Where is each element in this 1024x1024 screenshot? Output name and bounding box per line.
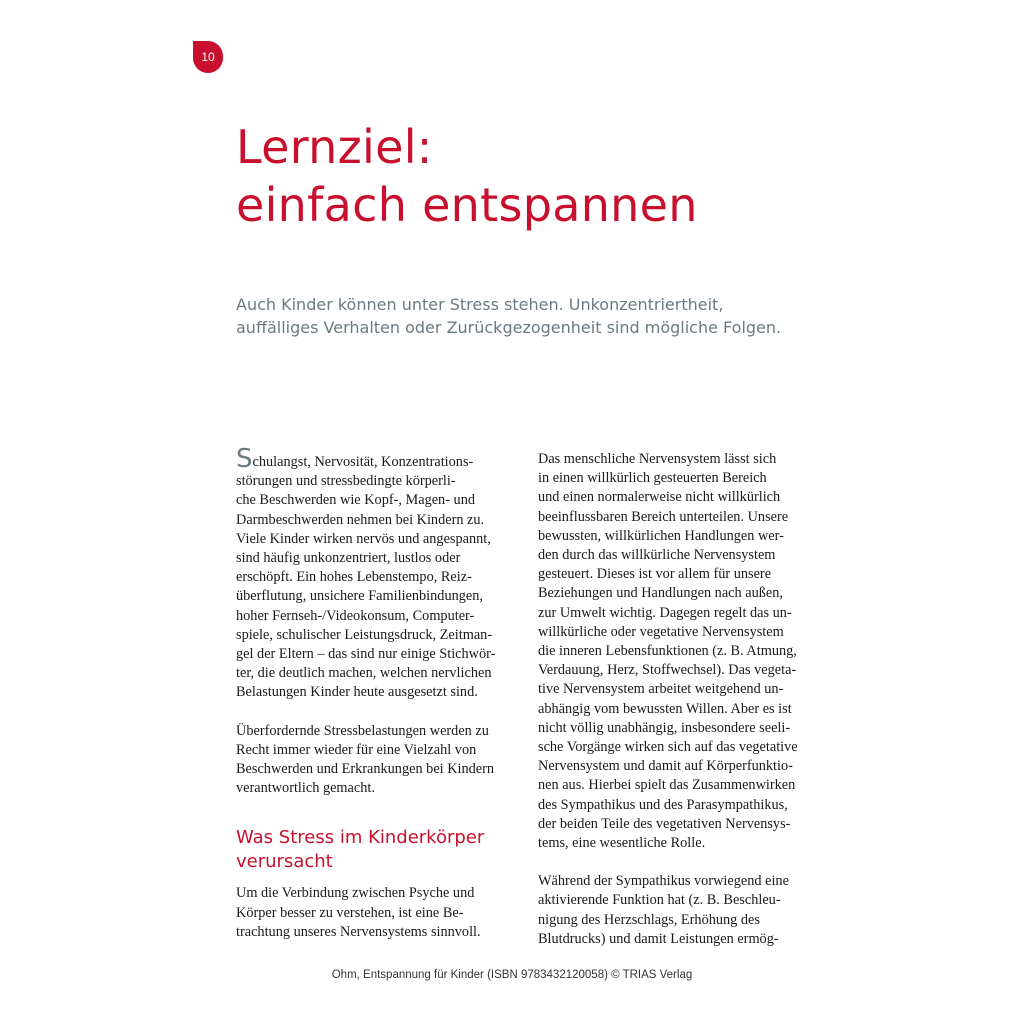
text-line: sind häufig unkonzentriert, lustlos oder bbox=[236, 550, 461, 567]
text-line: beeinflussbaren Bereich unterteilen. Unsere bbox=[538, 508, 789, 525]
text-line: aktivierende Funktion hat (z. B. Beschleu- bbox=[538, 892, 781, 909]
left-paragraph-2 bbox=[236, 722, 516, 799]
title-line-1: Lernziel: bbox=[236, 120, 433, 174]
title-line-2: einfach entspannen bbox=[236, 178, 698, 232]
text-line: nigung des Herzschlags, Erhöhung des bbox=[538, 911, 760, 928]
text-line: und einen normalerweise nicht willkürlich bbox=[538, 489, 781, 506]
page-number-badge bbox=[193, 41, 223, 73]
section-heading-line-2: verursacht bbox=[236, 851, 333, 873]
text-line: Viele Kinder wirken nervös und angespannt, bbox=[236, 530, 491, 547]
text-line: Beschwerden und Erkrankungen bei Kindern bbox=[236, 761, 495, 778]
text-line: erschöpft. Ein hohes Lebenstempo, Reiz- bbox=[236, 569, 472, 586]
text-line: Verdauung, Herz, Stoffwechsel). Das vegeta- bbox=[538, 662, 797, 679]
text-line: tems, eine wesentliche Rolle. bbox=[538, 835, 706, 852]
text-line: Beziehungen und Handlungen nach außen, bbox=[538, 585, 783, 602]
text-line: Darmbeschwerden nehmen bei Kindern zu. bbox=[236, 511, 485, 528]
intro-line-2: auffälliges Verhalten oder Zurückgezogenheit sind mögliche Folgen. bbox=[236, 318, 782, 337]
right-paragraph-1 bbox=[538, 450, 818, 853]
text-line: gesteuert. Dieses ist vor allem für unsere bbox=[538, 566, 772, 583]
right-paragraph-2 bbox=[538, 872, 818, 949]
text-line: gel der Eltern – das sind nur einige Stichwör- bbox=[236, 646, 496, 663]
text-line: Überfordernde Stressbelastungen werden zu bbox=[236, 722, 489, 739]
left-paragraph-3 bbox=[236, 884, 516, 942]
drop-cap: S bbox=[236, 444, 253, 474]
copyright-footer: Ohm, Entspannung für Kinder (ISBN 9783432120058) © TRIAS Verlag bbox=[331, 969, 693, 981]
text-line: überflutung, unsichere Familienbindungen, bbox=[236, 588, 483, 605]
text-line: Belastungen Kinder heute ausgesetzt sind. bbox=[236, 684, 478, 701]
text-line: die inneren Lebensfunktionen (z. B. Atmung, bbox=[538, 643, 797, 660]
text-line: tive Nervensystem arbeitet weitgehend un- bbox=[538, 681, 784, 698]
text-line: Recht immer wieder für eine Vielzahl von bbox=[236, 741, 477, 758]
text-line: Das menschliche Nervensystem lässt sich bbox=[538, 451, 777, 467]
text-line: Körper besser zu verstehen, ist eine Be- bbox=[236, 904, 464, 921]
text-line-content: chulangst, Nervosität, Konzentrations- bbox=[252, 454, 474, 470]
text-line: nicht völlig unabhängig, insbesondere seeli- bbox=[538, 719, 791, 736]
text-line: ter, die deutlich machen, welchen nervlichen bbox=[236, 665, 492, 682]
text-line: des Sympathikus und des Parasympathikus, bbox=[538, 796, 788, 813]
text-line: den durch das willkürliche Nervensystem bbox=[538, 547, 776, 564]
text-line: sche Vorgänge wirken sich auf das vegetative bbox=[538, 739, 798, 756]
section-heading bbox=[236, 826, 516, 874]
text-line: bewussten, willkürlichen Handlungen wer- bbox=[538, 527, 784, 544]
text-line: che Beschwerden wie Kopf-, Magen- und bbox=[236, 492, 475, 509]
text-line: Während der Sympathikus vorwiegend eine bbox=[538, 873, 789, 890]
text-line: Nervensystem und damit auf Körperfunktio- bbox=[538, 758, 793, 775]
text-line: nen aus. Hierbei spielt das Zusammenwirken bbox=[538, 777, 796, 794]
section-heading-line-1: Was Stress im Kinderkörper bbox=[236, 827, 485, 849]
text-line: trachtung unseres Nervensystems sinnvoll. bbox=[236, 923, 481, 940]
intro-text bbox=[236, 293, 796, 339]
text-line: der beiden Teile des vegetativen Nervensys- bbox=[538, 815, 791, 832]
left-paragraph-1 bbox=[236, 444, 516, 703]
text-line: störungen und stressbedingte körperli- bbox=[236, 473, 456, 490]
text-line: zur Umwelt wichtig. Dagegen regelt das un- bbox=[538, 604, 792, 621]
intro-line-1: Auch Kinder können unter Stress stehen. Unkonzentriertheit, bbox=[236, 295, 724, 314]
text-line: abhängig vom bewussten Willen. Aber es ist bbox=[538, 700, 792, 717]
text-line: verantwortlich gemacht. bbox=[236, 780, 375, 797]
right-column bbox=[538, 450, 818, 968]
page-title bbox=[236, 118, 698, 234]
text-line: Blutdrucks) und damit Leistungen ermög- bbox=[538, 930, 779, 947]
page-number: 10 bbox=[201, 50, 215, 64]
text-line: Um die Verbindung zwischen Psyche und bbox=[236, 885, 475, 902]
text-line: in einen willkürlich gesteuerten Bereich bbox=[538, 470, 767, 487]
text-line bbox=[236, 444, 516, 474]
text-line: hoher Fernseh-/Videokonsum, Computer- bbox=[236, 607, 475, 624]
text-line: spiele, schulischer Leistungsdruck, Zeitman- bbox=[236, 626, 493, 643]
left-column bbox=[236, 444, 516, 961]
text-line: willkürliche oder vegetative Nervensystem bbox=[538, 623, 784, 640]
